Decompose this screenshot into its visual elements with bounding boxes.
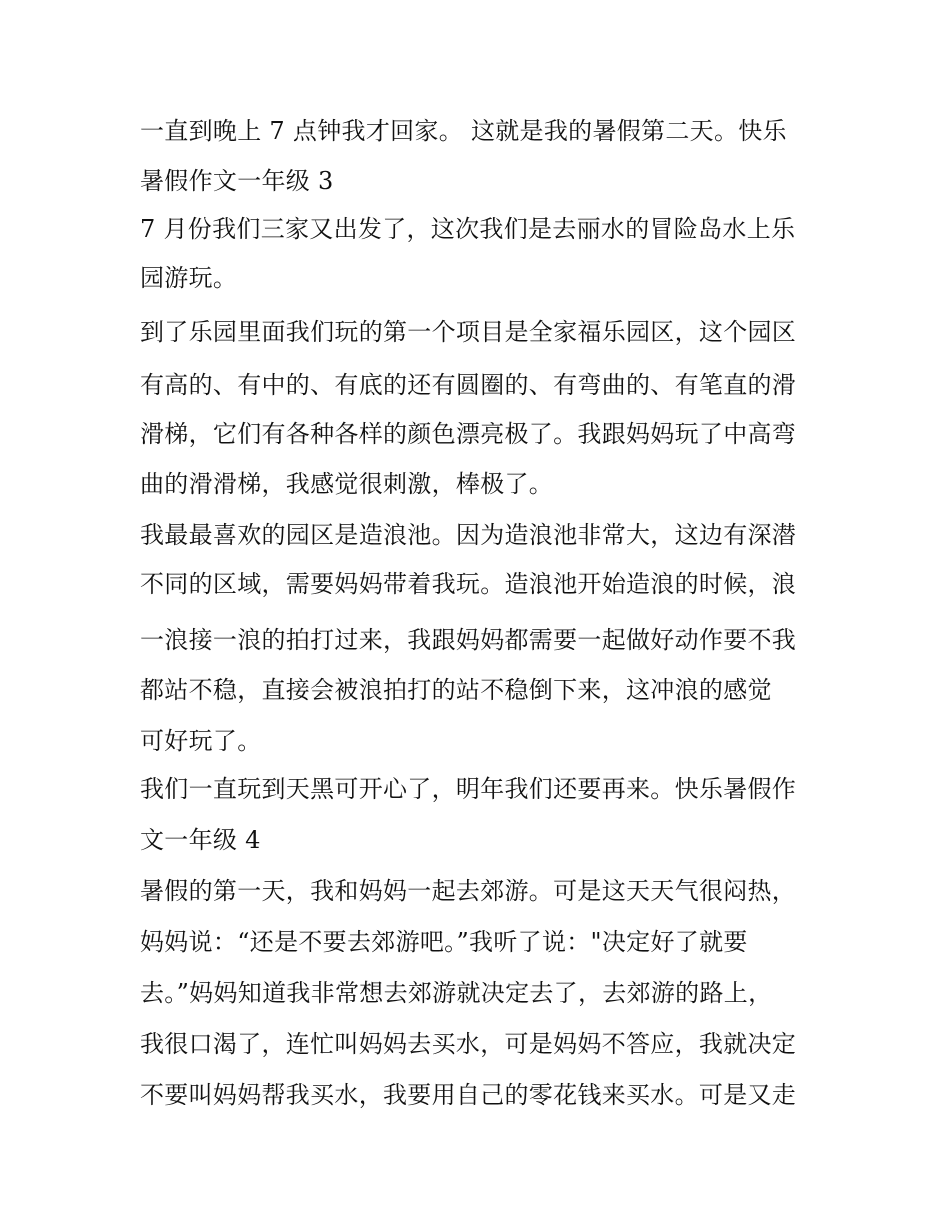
text-line: 我们一直玩到天黑可开心了，明年我们还要再来。快乐暑假作 [140,775,797,803]
text-line: 有高的、有中的、有底的还有圆圈的、有弯曲的、有笔直的滑 [140,371,797,399]
text-line: 园游玩。 [140,264,238,292]
text-line: 暑假的第一天，我和妈妈一起去郊游。可是这天天气很闷热， [140,877,797,905]
text-line: 我很口渴了，连忙叫妈妈去买水，可是妈妈不答应，我就决定 [140,1030,797,1058]
text-line: 到了乐园里面我们玩的第一个项目是全家福乐园区，这个园区 [140,318,797,346]
text-line: 曲的滑滑梯，我感觉很刺激，棒极了。 [140,470,554,498]
text-line: 妈妈说：“还是不要去郊游吧。”我听了说："决定好了就要 [140,928,748,956]
text-line: 不要叫妈妈帮我买水，我要用自己的零花钱来买水。可是又走 [140,1081,797,1109]
text-line: 去。”妈妈知道我非常想去郊游就决定去了，去郊游的路上， [140,979,773,1007]
text-line: 暑假作文一年级 3 [140,167,334,195]
text-line: 7 月份我们三家又出发了，这次我们是去丽水的冒险岛水上乐 [140,215,796,243]
text-line: 文一年级 4 [140,826,261,854]
text-line: 滑梯，它们有各种各样的颜色漂亮极了。我跟妈妈玩了中高弯 [140,420,797,448]
text-line: 不同的区域，需要妈妈带着我玩。造浪池开始造浪的时候，浪 [140,570,797,598]
text-line: 可好玩了。 [140,727,262,755]
text-line: 都站不稳，直接会被浪拍打的站不稳倒下来，这冲浪的感觉 [140,676,772,704]
text-line: 我最最喜欢的园区是造浪池。因为造浪池非常大，这边有深潜 [140,521,797,549]
text-line: 一直到晚上 7 点钟我才回家。 这就是我的暑假第二天。快乐 [140,117,787,145]
text-line: 一浪接一浪的拍打过来，我跟妈妈都需要一起做好动作要不我 [140,626,797,654]
